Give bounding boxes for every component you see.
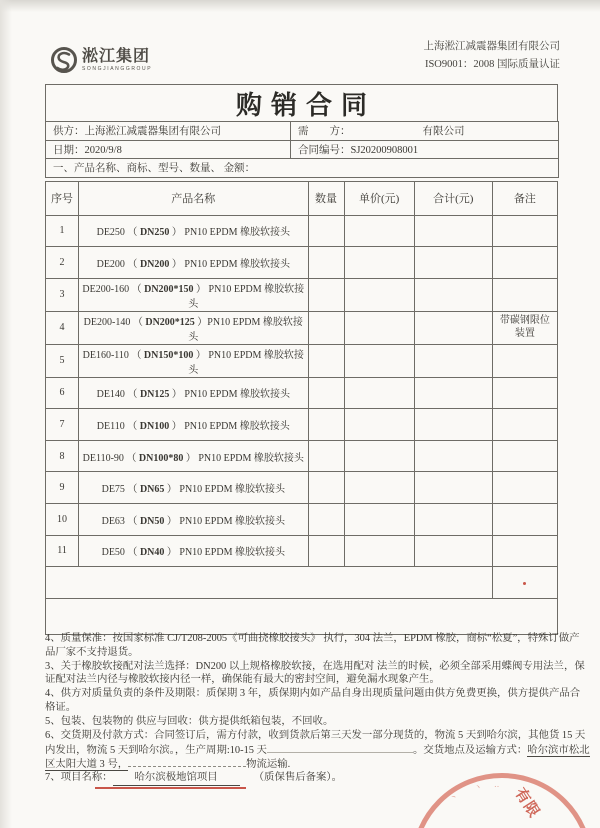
row-remark: 带碳钢限位装置 — [492, 311, 557, 344]
row-quantity — [308, 344, 344, 377]
row-unit-price — [344, 344, 414, 377]
term-line: 3、关于橡胶软接配对法兰选择：DN200 以上规格橡胶软接，在选用配对 法兰的时候，必须全部采用蝶阀专用法兰，保 — [45, 660, 585, 672]
table-row — [46, 409, 558, 441]
row-quantity — [308, 377, 344, 409]
row-unit-price — [344, 535, 414, 567]
row-product-name: DE160-110 （ DN150*100 ） PN10 EPDM 橡胶软接头 — [79, 344, 308, 377]
table-row — [46, 311, 558, 344]
row-total — [414, 311, 492, 344]
row-quantity — [308, 440, 344, 472]
contract-no-cell: 合同编号：SJ20200908001 — [291, 140, 559, 159]
row-unit-price — [344, 278, 414, 311]
supplier-value: 上海淞江减震器集团有限公司 — [84, 126, 221, 138]
table-row — [46, 504, 558, 536]
term-line: 证配对法兰内径与橡胶软接内径一样，确保能有最大的密封空间，避免漏水现象产生。 — [45, 674, 440, 686]
product-table — [45, 181, 558, 636]
table-row — [46, 535, 558, 567]
row-total — [414, 278, 492, 311]
term-line-delivery2: 区太阳大道 3 号， 物流运输. — [45, 756, 561, 770]
row-product-name: DE75 （ DN65 ） PN10 EPDM 橡胶软接头 — [79, 472, 308, 504]
row-product-name: DE250 （ DN250 ） PN10 EPDM 橡胶软接头 — [79, 215, 308, 247]
empty-row — [46, 567, 558, 599]
col-product-name: 产品名称 — [79, 181, 308, 215]
row-product-name: DE200 （ DN200 ） PN10 EPDM 橡胶软接头 — [79, 247, 308, 279]
empty-row-wide — [46, 599, 558, 635]
table-row — [46, 377, 558, 409]
buyer-value: 有限公司 — [422, 126, 465, 138]
supplier-cell: 供方：上海淞江减震器集团有限公司 — [46, 122, 291, 141]
row-product-name: DE110-90 （ DN100*80 ） PN10 EPDM 橡胶软接头 — [79, 440, 308, 472]
row-remark — [492, 409, 557, 441]
row-product-name: DE50 （ DN40 ） PN10 EPDM 橡胶软接头 — [79, 535, 308, 567]
company-logo — [50, 46, 152, 74]
date-cell: 日期：2020/9/8 — [46, 140, 291, 159]
row-total — [414, 535, 492, 567]
row-remark — [492, 215, 557, 247]
row-no: 1 — [46, 215, 79, 247]
contract-title: 购销合同 — [235, 90, 376, 120]
term-line-delivery: 内发出，物流 5 天到哈尔滨。，生产周期:10-15 天 。交货地点及运输方式：哈尔滨市松北 — [45, 742, 561, 756]
row-no: 11 — [46, 535, 79, 567]
term-line: 6、交货期及付款方式：合同签订后，需方付款，收到货款后第三天发一部分现货的，物流 5 天到哈尔滨，其他货 15 天 — [45, 729, 586, 741]
stamp-text: 有限 — [511, 785, 543, 822]
row-quantity — [308, 215, 344, 247]
company-info — [424, 38, 561, 74]
row-unit-price — [344, 440, 414, 472]
term-line: 5、包装、包装物的 供应与回收：供方提供纸箱包装，不回收。 — [45, 715, 334, 727]
iso-certification: ISO9001：2008 国际质量认证 — [424, 58, 560, 70]
title-box — [45, 84, 558, 121]
col-total: 合计(元) — [414, 181, 492, 215]
row-remark — [492, 504, 557, 536]
table-row — [46, 440, 558, 472]
row-unit-price — [344, 377, 414, 409]
delivery-place-part2: 区太阳大道 3 号， — [45, 759, 129, 771]
row-remark — [492, 472, 557, 504]
row-remark — [492, 344, 557, 377]
project-name-field — [113, 771, 240, 786]
company-name: 上海淞江减震器集团有限公司 — [423, 41, 560, 52]
empty-remark-cell — [492, 567, 557, 599]
row-no: 5 — [46, 344, 79, 377]
brand-name: 淞江集团 — [82, 48, 151, 65]
row-product-name: DE63 （ DN50 ） PN10 EPDM 橡胶软接头 — [79, 504, 308, 536]
row-unit-price — [344, 311, 414, 344]
col-remark: 备注 — [492, 181, 557, 215]
red-underline — [95, 787, 246, 789]
scan-edge-top — [0, 0, 600, 12]
row-unit-price — [344, 409, 414, 441]
buyer-cell: 需 方： 有限公司 — [291, 122, 559, 141]
document-header — [50, 36, 560, 74]
row-unit-price — [344, 504, 414, 536]
table-row — [46, 344, 558, 377]
term-line-project: 7、项目名称： 哈尔滨极地馆项目 （质保售后备案）。 — [45, 771, 561, 785]
row-total — [414, 247, 492, 279]
table-row — [46, 247, 558, 279]
section-title-cell: 一、产品名称、商标、型号、数量、 金额： — [46, 159, 559, 178]
row-product-name: DE200-160 （ DN200*150 ） PN10 EPDM 橡胶软接头 — [79, 278, 308, 311]
term-line: 4、供方对质量负责的条件及期限：质保期 3 年，质保期内如产品自身出现质量问题由供方免费更换，供方提供产品合 — [45, 688, 581, 700]
row-no: 2 — [46, 247, 79, 279]
brand-name-latin: SONGJIANGGROUP — [82, 66, 153, 72]
row-no: 3 — [46, 278, 79, 311]
row-no: 8 — [46, 440, 79, 472]
row-total — [414, 504, 492, 536]
row-unit-price — [344, 472, 414, 504]
scan-edge-left — [0, 0, 12, 828]
row-quantity — [308, 535, 344, 567]
row-total — [414, 472, 492, 504]
term-line: 品厂家不支持退货。 — [45, 646, 139, 658]
row-total — [414, 215, 492, 247]
blank-underline — [267, 742, 413, 753]
table-row — [46, 278, 558, 311]
empty-merged-cell — [46, 567, 493, 599]
term-line: 4、质量保准：按国家标准 CJ/T208-2005《可曲挠橡胶接头》 执行，304 法兰，EPDM 橡胶，商标“松夏”，特殊订做产 — [45, 633, 580, 644]
songjiang-swirl-icon — [50, 46, 78, 74]
row-total — [414, 344, 492, 377]
col-unit-price: 单价(元) — [344, 181, 414, 215]
term-line: 格证。 — [45, 701, 77, 713]
contract-terms — [45, 632, 590, 785]
row-total — [414, 377, 492, 409]
table-header-row — [46, 181, 558, 215]
project-name: 哈尔滨极地馆项目 — [134, 771, 218, 783]
contract-no-value: SJ20200908001 — [350, 144, 419, 156]
col-quantity: 数量 — [308, 181, 344, 215]
row-quantity — [308, 247, 344, 279]
red-dot-mark — [523, 582, 526, 585]
row-no: 9 — [46, 472, 79, 504]
row-remark — [492, 377, 557, 409]
row-remark — [492, 440, 557, 472]
row-remark — [492, 247, 557, 279]
col-no: 序号 — [46, 181, 79, 215]
row-remark — [492, 535, 557, 567]
row-quantity — [308, 311, 344, 344]
company-stamp: 有限 丶 ‥ 丶 — [411, 773, 593, 828]
row-product-name: DE200-140 （ DN200*125 ）PN10 EPDM 橡胶软接头 — [79, 311, 308, 344]
contract-info-table — [45, 121, 559, 178]
row-product-name: DE110 （ DN100 ） PN10 EPDM 橡胶软接头 — [79, 409, 308, 441]
row-no: 10 — [46, 504, 79, 536]
row-unit-price — [344, 215, 414, 247]
row-quantity — [308, 504, 344, 536]
row-no: 4 — [46, 311, 79, 344]
table-row — [46, 215, 558, 247]
delivery-place-part1: 哈尔滨市松北 — [527, 745, 590, 757]
row-unit-price — [344, 247, 414, 279]
row-quantity — [308, 409, 344, 441]
row-total — [414, 409, 492, 441]
contract-body — [45, 84, 558, 635]
table-row — [46, 472, 558, 504]
row-remark — [492, 278, 557, 311]
row-quantity — [308, 472, 344, 504]
blank-dotted-underline — [128, 756, 246, 767]
date-value: 2020/9/8 — [84, 144, 122, 156]
row-product-name: DE140 （ DN125 ） PN10 EPDM 橡胶软接头 — [79, 377, 308, 409]
row-quantity — [308, 278, 344, 311]
row-no: 6 — [46, 377, 79, 409]
row-total — [414, 440, 492, 472]
row-no: 7 — [46, 409, 79, 441]
